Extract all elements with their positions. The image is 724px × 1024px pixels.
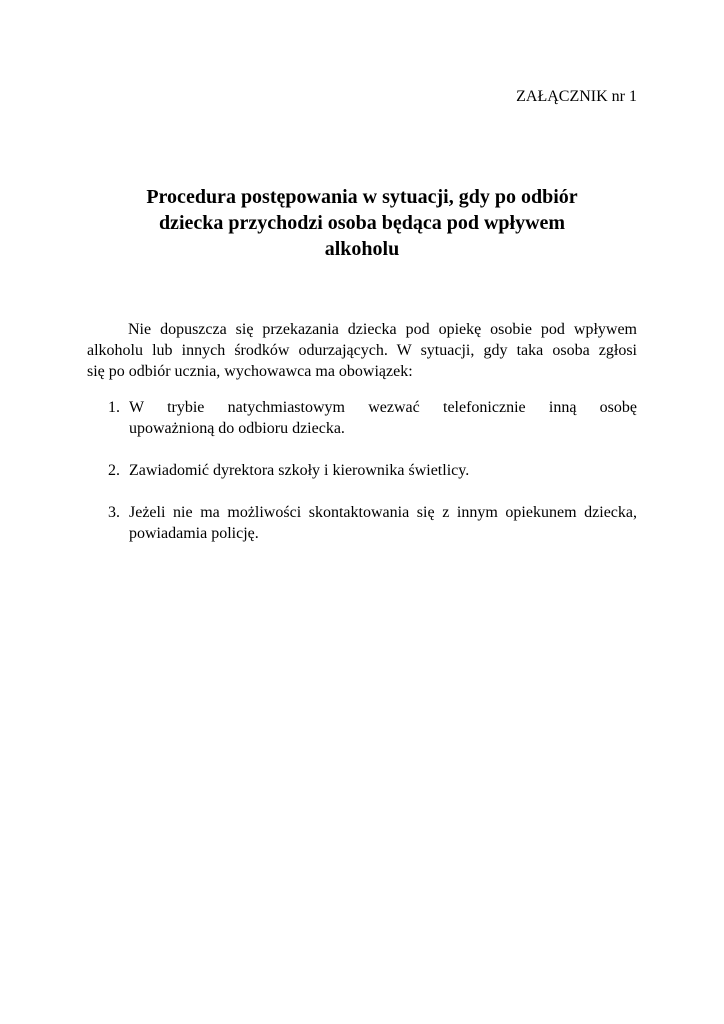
step-number: 1. — [108, 399, 120, 416]
intro-line: alkoholu lub innych środków odurzających. W sytuacji, gdy taka osoba zgłosi — [87, 342, 637, 359]
step-text-line: upoważnioną do odbioru dziecka. — [129, 420, 345, 437]
document-title — [100, 184, 624, 262]
intro-line: Nie dopuszcza się przekazania dziecka pod opiekę osobie pod wpływem — [128, 321, 637, 338]
list-item — [87, 502, 637, 544]
procedure-steps-list — [87, 397, 637, 565]
step-text-line: W trybie natychmiastowym wezwać telefonicznie inną osobę — [129, 399, 637, 416]
list-item — [87, 460, 637, 481]
step-number: 2. — [108, 462, 120, 479]
intro-line: się po odbiór ucznia, wychowawca ma obowiązek: — [87, 363, 413, 380]
step-number: 3. — [108, 504, 120, 521]
annex-label: ZAŁĄCZNIK nr 1 — [516, 88, 637, 105]
title-line: Procedura postępowania w sytuacji, gdy po odbiór — [146, 186, 578, 208]
title-line: dziecka przychodzi osoba będąca pod wpływem — [158, 212, 566, 234]
list-item — [87, 397, 637, 439]
title-line: alkoholu — [324, 238, 400, 260]
step-text-line: powiadamia policję. — [129, 525, 259, 542]
step-text-line: Jeżeli nie ma możliwości skontaktowania się z innym opiekunem dziecka, — [129, 504, 637, 521]
intro-paragraph — [87, 319, 637, 382]
step-text-line: Zawiadomić dyrektora szkoły i kierownika świetlicy. — [129, 462, 470, 479]
